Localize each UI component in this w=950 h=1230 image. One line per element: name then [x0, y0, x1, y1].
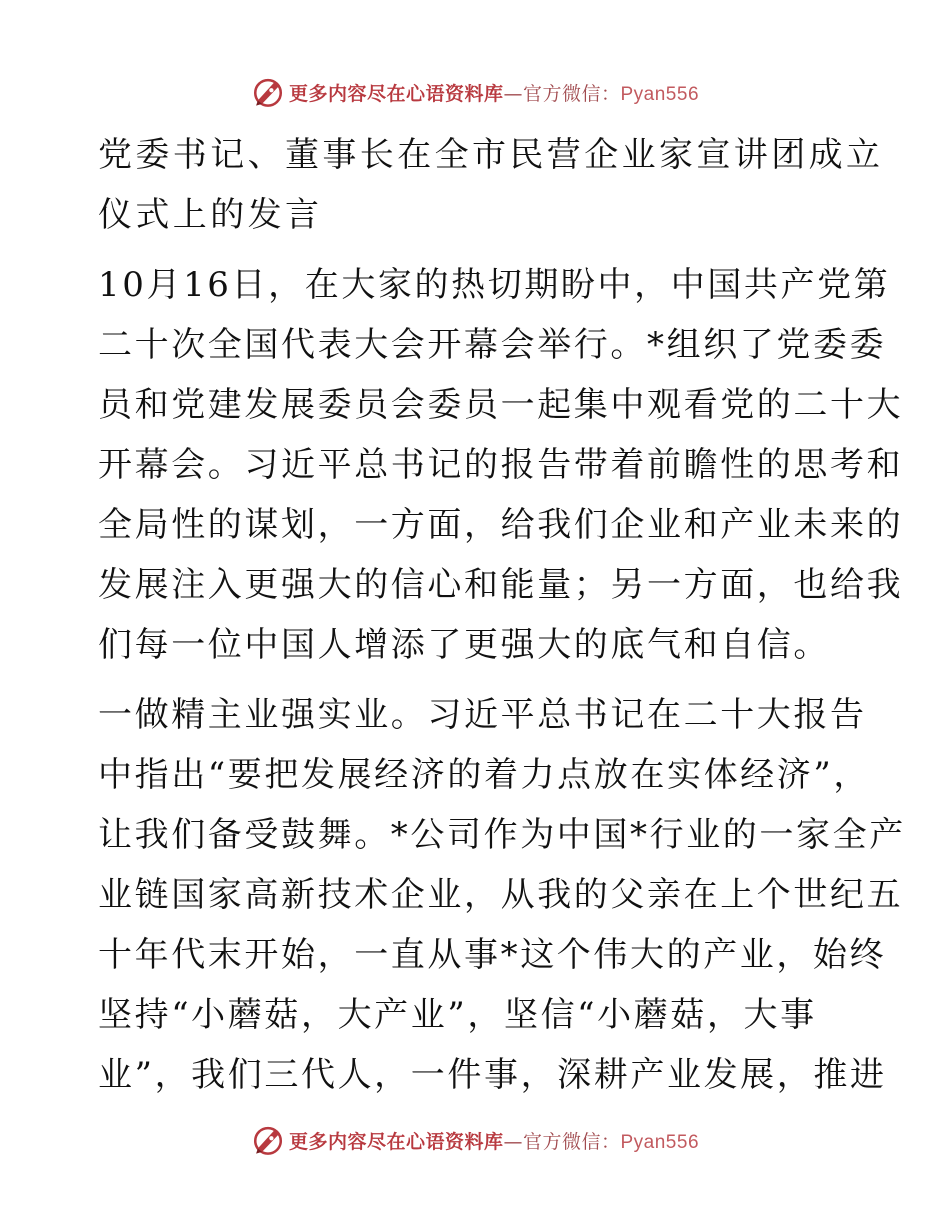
document-title: [98, 125, 884, 245]
header-watermark-text: [289, 79, 699, 106]
paragraph-line: 10月16日，在大家的热切期盼中，中国共产党第: [98, 265, 891, 305]
paragraph-line: 业链国家高新技术企业，从我的父亲在上个世纪五: [98, 875, 904, 915]
header-watermark-banner: [0, 72, 950, 112]
footer-watermark-text-part1: 更多内容尽在心语资料库: [288, 1130, 504, 1153]
paragraph-1: [98, 255, 904, 675]
header-watermark-text-part1: 更多内容尽在心语资料库: [288, 82, 504, 105]
footer-watermark-banner: [0, 1120, 950, 1160]
footer-watermark-text: [289, 1127, 699, 1154]
header-watermark-text-part3: Pyan556: [620, 83, 700, 105]
paragraph-line: 全局性的谋划，一方面，给我们企业和产业未来的: [98, 505, 904, 545]
document-body: [98, 125, 906, 1105]
pen-logo-icon: [251, 1123, 285, 1157]
pen-logo-icon: [251, 75, 285, 109]
title-line: 仪式上的发言: [98, 195, 323, 235]
paragraph-line: 二十次全国代表大会开幕会举行。*组织了党委委: [98, 325, 887, 365]
paragraph-line: 发展注入更强大的信心和能量；另一方面，也给我: [98, 565, 904, 605]
paragraph-line: 让我们备受鼓舞。*公司作为中国*行业的一家全产: [98, 815, 906, 855]
paragraph-line: 坚持“小蘑菇，大产业”，坚信“小蘑菇，大事: [98, 995, 817, 1035]
title-line: 党委书记、董事长在全市民营企业家宣讲团成立: [98, 135, 884, 175]
paragraph-line: 业”，我们三代人，一件事，深耕产业发展，推进: [98, 1055, 887, 1095]
paragraph-line: 开幕会。习近平总书记的报告带着前瞻性的思考和: [98, 445, 904, 485]
footer-watermark-text-part2: —官方微信：: [503, 1130, 621, 1153]
paragraph-line: 中指出“要把发展经济的着力点放在实体经济”，: [98, 755, 870, 795]
header-watermark-text-part2: —官方微信：: [503, 82, 621, 105]
paragraph-2: [98, 685, 906, 1105]
paragraph-line: 十年代末开始，一直从事*这个伟大的产业，始终: [98, 935, 887, 975]
paragraph-line: 一做精主业强实业。习近平总书记在二十大报告: [98, 695, 867, 735]
paragraph-line: 们每一位中国人增添了更强大的底气和自信。: [98, 625, 830, 665]
paragraph-line: 员和党建发展委员会委员一起集中观看党的二十大: [98, 385, 904, 425]
footer-watermark-text-part3: Pyan556: [620, 1131, 700, 1153]
